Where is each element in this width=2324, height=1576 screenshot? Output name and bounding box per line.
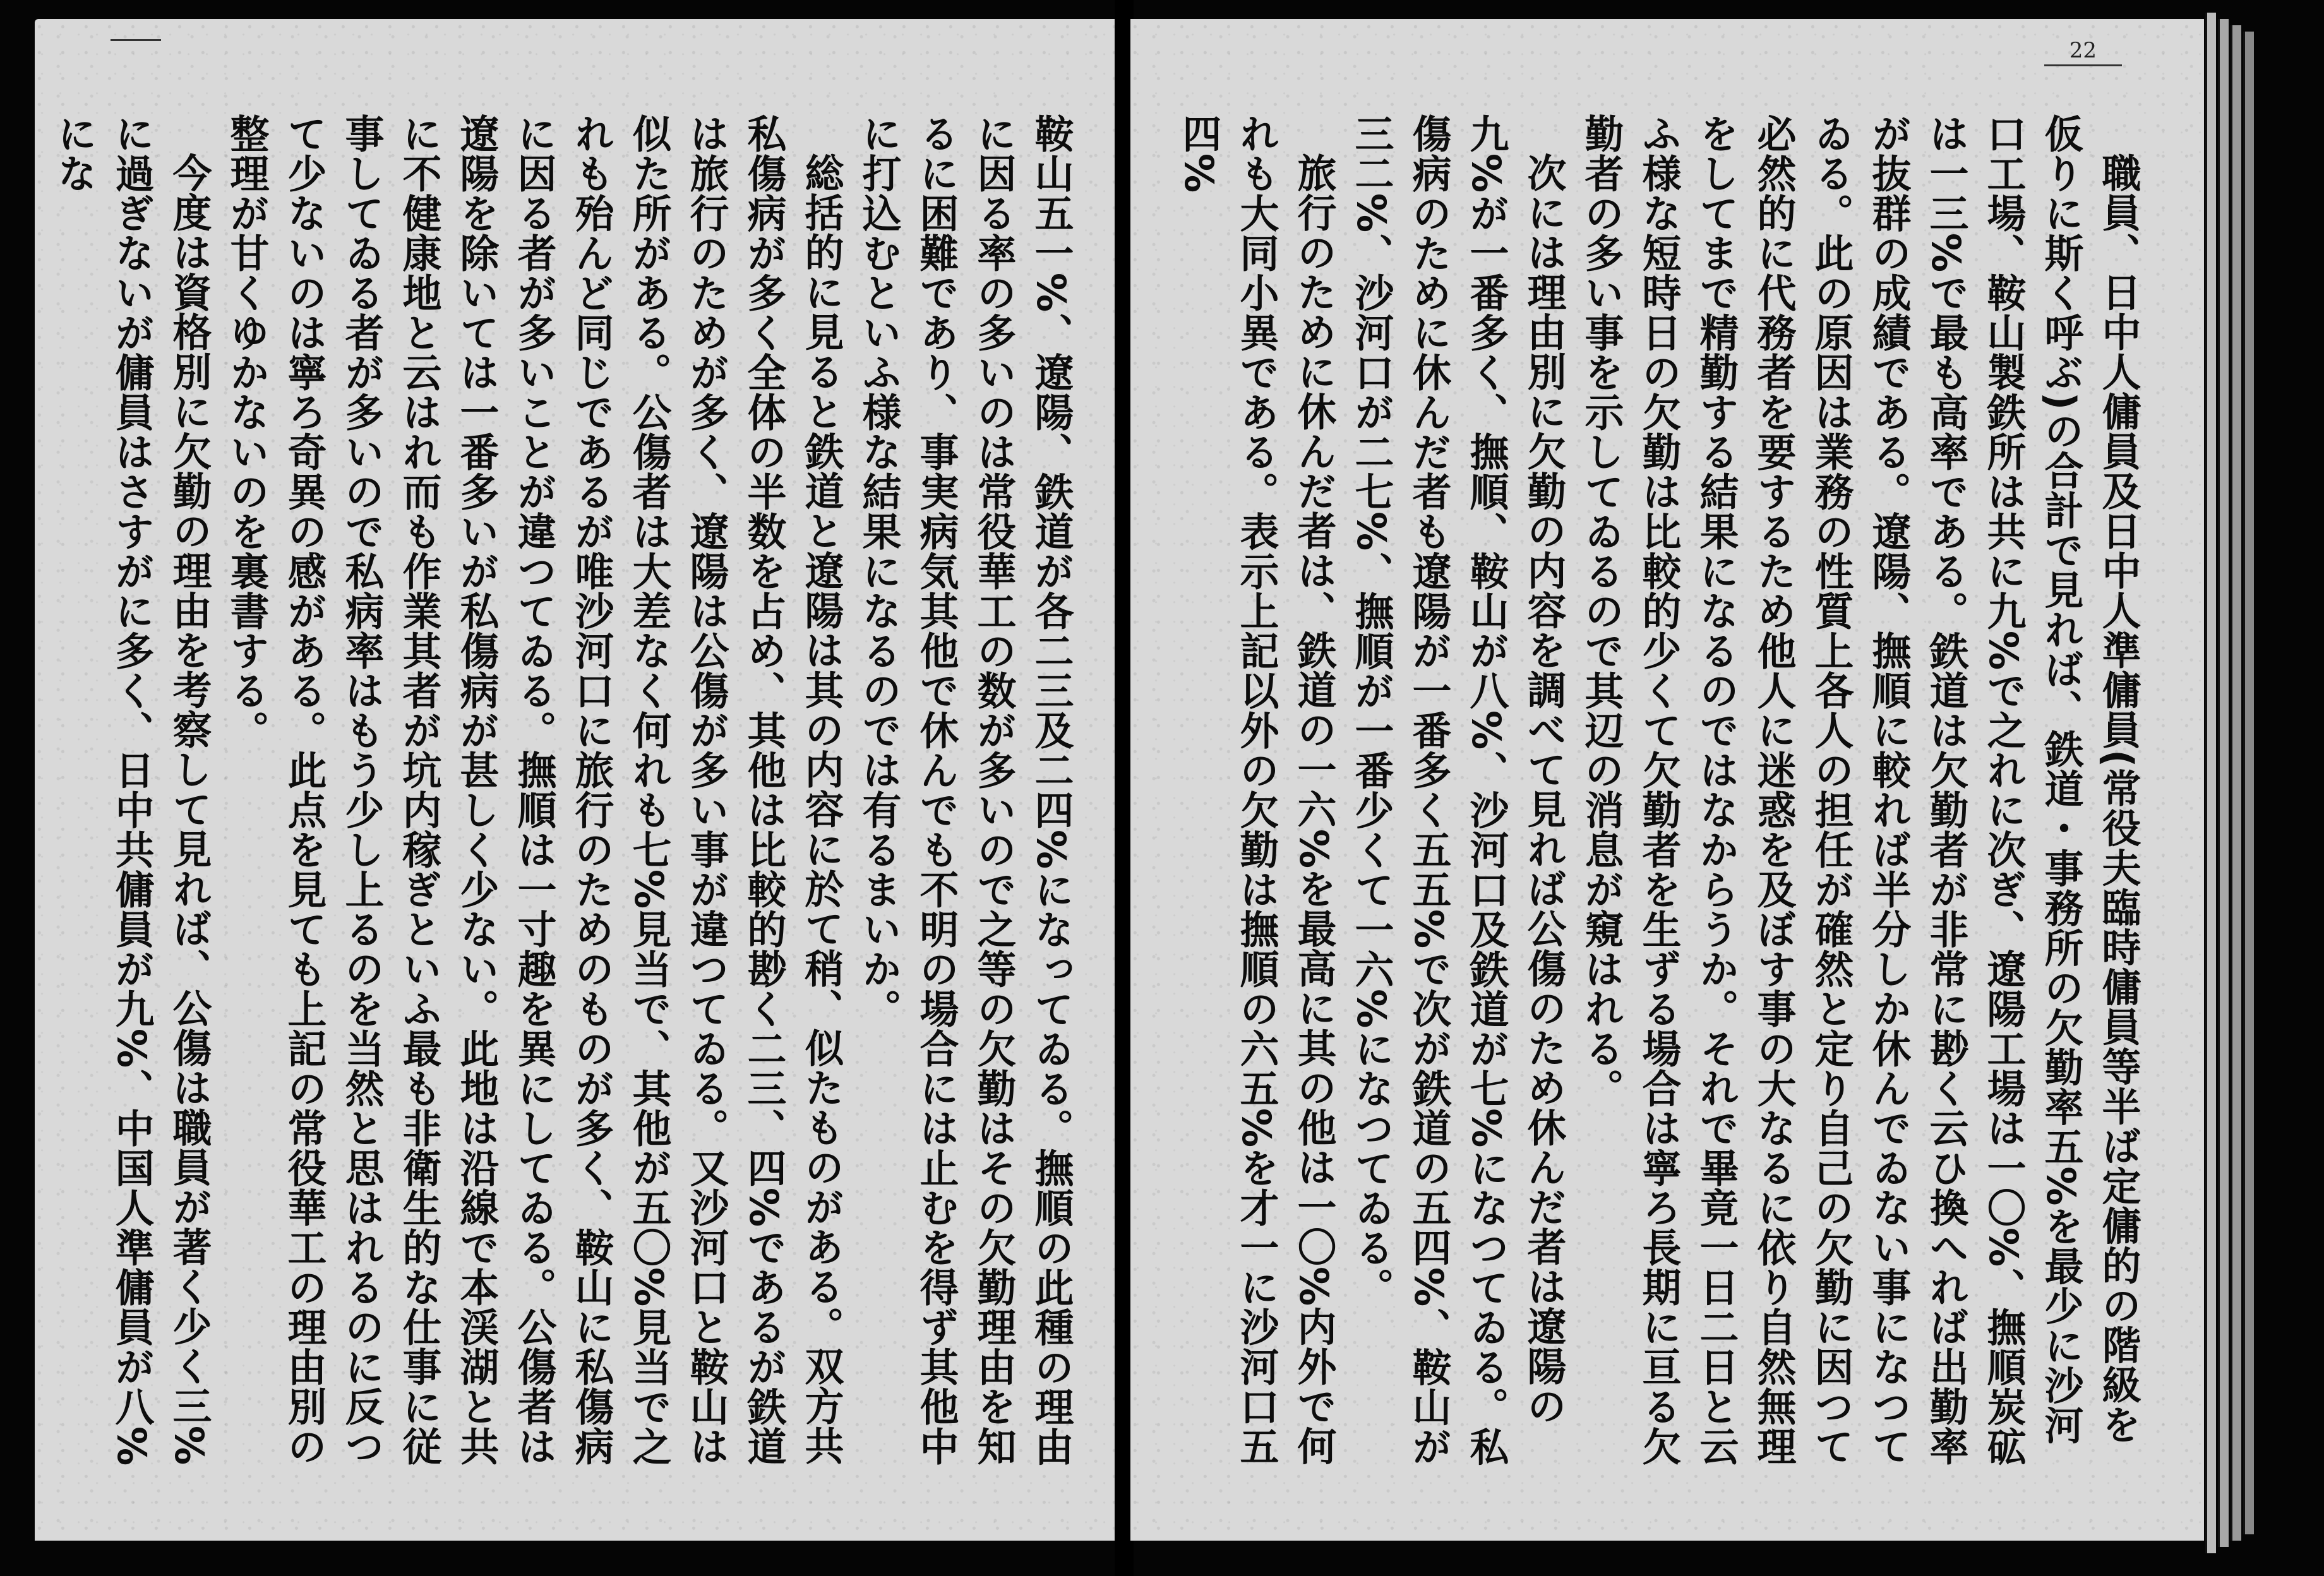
page-edge-4 [2243,32,2254,1534]
left-paragraph-2: 総括的に見ると鉄道と遼陽は其の内容に於て稍、似たものがある。双方共私傷病が多く全体の半数を占め、其他は比較的尠く二三、四%であるが鉄道は旅行のためが多く、遼陽は公傷が多い事が違つてゐる。又沙河口と鞍山は似た所がある。公傷者は大差なく何れも七%見当で、其他が五〇%見当で之れも殆んど同じであるが唯沙河口に旅行のためのものが多く、鞍山に私傷病に因る者が多いことが違つてゐる。撫順は一寸趣を異にしてゐる。公傷者は遼陽を除いては一番多いが私傷病が甚しく少ない。此地は沿線で本渓湖と共に不健康地と云はれ而も作業其者が坑内稼ぎといふ最も非衛生的な仕事に従事してゐる者が多いので私病率はもう少し上るのを当然と思はれるのに反つて少ないのは寧ろ奇異の感がある。此点を見ても上記の常役華工の理由別の整理が甘くゆかないのを裏書する。 [224,114,844,1467]
page-edge-1 [2205,13,2216,1553]
right-page-number: 22 [2044,38,2122,66]
right-page [1130,19,2204,1541]
page-edge-3 [2231,25,2241,1541]
left-paragraph-3: 今度は資格別に欠勤の理由を考察して見れば、公傷は職員が著く少く三%に過ぎないが傭員はさすがに多く、日中共傭員が九%、中国人準傭員が八%にな [51,114,212,1467]
page-edge-2 [2218,19,2229,1547]
left-page-text [44,114,1080,1503]
right-paragraph-2: 次には理由別に欠勤の内容を調べて見れば公傷のため休んだ者は遼陽の九%が一番多く、撫順、鞍山が八%、沙河口及鉄道が七%になつてゐる。私傷病のために休んだ者も遼陽が一番多く五五%で次が鉄道の五四%、鞍山が三二%、沙河口が二七%、撫順が一番少くて一六%になつてゐる。 [1348,114,1567,1467]
left-page-number [111,38,161,41]
left-page [35,19,1118,1541]
right-page-text [1130,114,2147,1484]
right-paragraph-1: 職員、日中人傭員及日中人準傭員(常役夫臨時傭員等半ば定傭的の階級を仮りに斯く呼ぶ)の合計で見れば、鉄道・事務所の欠勤率五%を最少に沙河口工場、鞍山製鉄所は共に九%で之れに次ぎ、遼陽工場は一〇%、撫順炭砿は一三%で最も高率である。鉄道は欠勤者が非常に尠く云ひ換へれば出勤率が抜群の成績である。遼陽、撫順に較れば半分しか休んでゐない事になつてゐる。此の原因は業務の性質上各人の担任が確然と定り自己の欠勤に因つて必然的に代務者を要するため他人に迷惑を及ぼす事の大なるに依り自然無理をしてまで精勤する結果になるのではなからうか。それで畢竟一日二日と云ふ様な短時日の欠勤は比較的少くて欠勤者を生ずる場合は寧ろ長期に亘る欠勤者の多い事を示してゐるので其辺の消息が窺はれる。 [1578,114,2141,1467]
left-paragraph-1: 鞍山五一%、遼陽、鉄道が各二三及二四%になってゐる。撫順の此種の理由に因る率の多いのは常役華工の数が多いので之等の欠勤はその欠勤理由を知るに困難であり、事実病気其他で休んでも不明の場合には止むを得ず其他中に打込むといふ様な結果になるのでは有るまいか。 [856,114,1074,1467]
right-paragraph-3: 旅行のために休んだ者は、鉄道の一六%を最高に其の他は一〇%内外で何れも大同小異である。表示上記以外の欠勤は撫順の六五%を才一に沙河口五四% [1176,114,1337,1467]
